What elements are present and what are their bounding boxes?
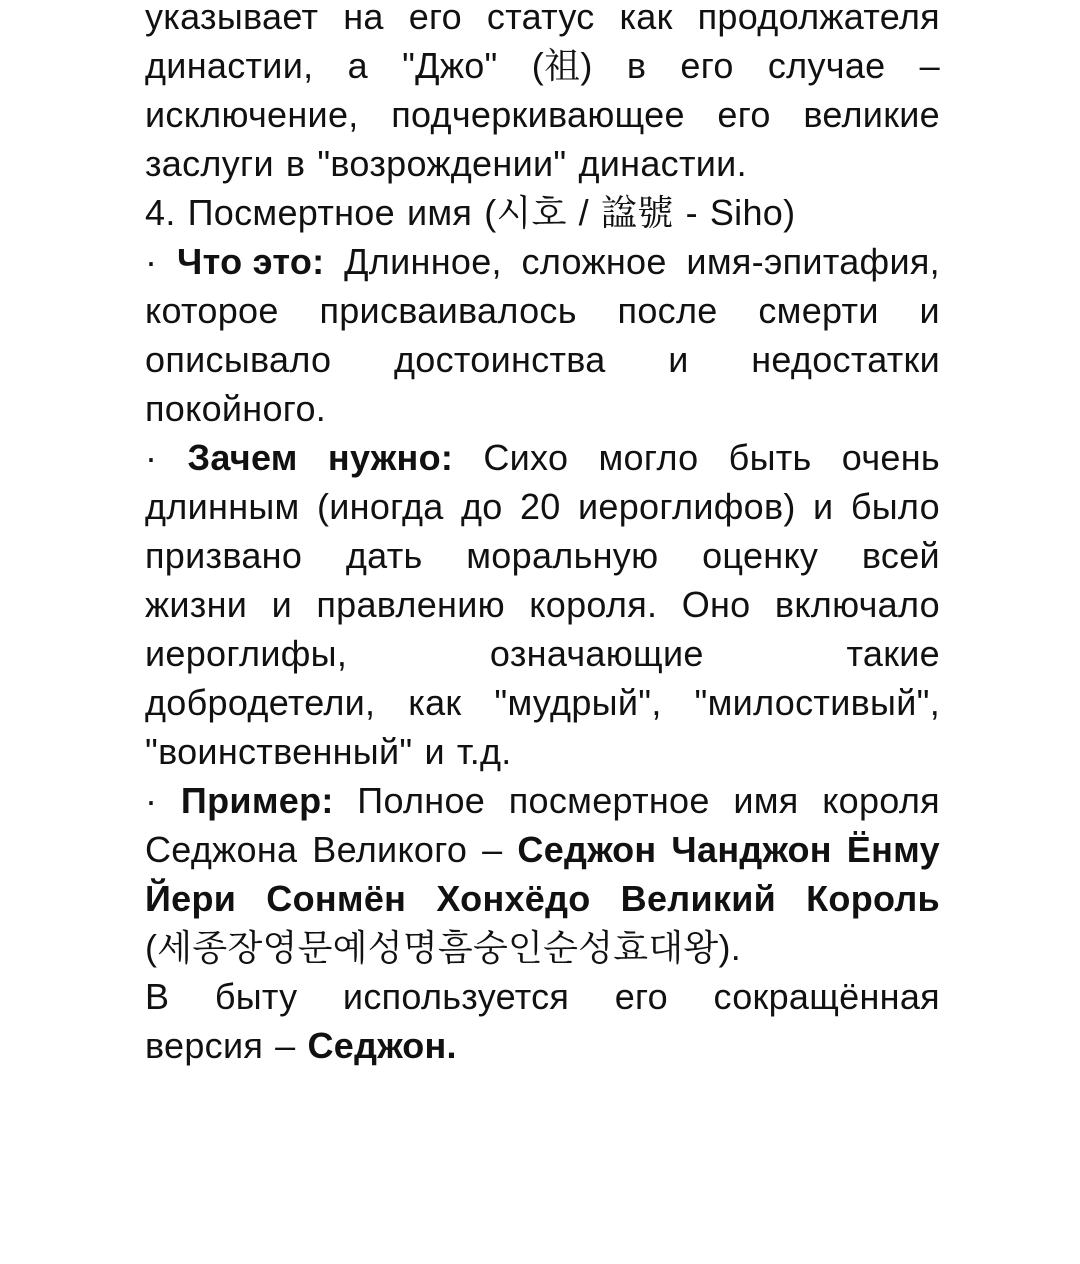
text-line: [145, 41, 940, 90]
word: короля.: [529, 584, 658, 625]
word: иероглифов): [578, 486, 796, 527]
word: короля: [822, 780, 940, 821]
word: Посмертное: [187, 192, 395, 233]
word: а: [347, 45, 368, 86]
word: сложное: [521, 241, 667, 282]
word: (세종장영문예성명흠숭인순성효대왕).: [145, 927, 742, 968]
text-line: [145, 139, 940, 188]
word: правлению: [316, 584, 505, 625]
word: означающие: [489, 633, 704, 674]
word: "милостивый",: [694, 682, 940, 723]
word: династии.: [578, 143, 747, 184]
word: указывает: [145, 0, 319, 37]
word: -: [685, 192, 698, 233]
word: такие: [846, 633, 940, 674]
word: Siho): [709, 192, 796, 233]
text-line: [145, 335, 940, 384]
word: описывало: [145, 339, 332, 380]
word: т.д.: [456, 731, 512, 772]
word: Зачем: [187, 437, 298, 478]
word: до: [460, 486, 503, 527]
word: Седжон: [517, 829, 657, 870]
word: Хонхёдо: [436, 878, 591, 919]
word: (иногда: [316, 486, 444, 527]
word: статус: [486, 0, 595, 37]
word: в: [626, 45, 647, 86]
text-line: [145, 923, 940, 972]
word: на: [343, 0, 384, 37]
word: ·: [145, 437, 158, 478]
word: (시호: [484, 192, 567, 233]
word: Великого: [312, 829, 468, 870]
word: имя: [733, 780, 799, 821]
word: (祖): [531, 45, 593, 86]
word: сокращённая: [713, 976, 940, 1017]
text-line: [145, 776, 940, 825]
word: в: [285, 143, 306, 184]
word: династии,: [145, 45, 314, 86]
word: достоинства: [393, 339, 606, 380]
word: которое: [145, 290, 279, 331]
word: Ёнму: [846, 829, 940, 870]
word: как: [408, 682, 462, 723]
section-heading: [145, 188, 940, 237]
word: Полное: [357, 780, 486, 821]
word: и: [813, 486, 834, 527]
word: –: [275, 1025, 296, 1066]
word: и: [668, 339, 689, 380]
word: –: [482, 829, 503, 870]
word: и: [919, 290, 940, 331]
word: "воинственный": [145, 731, 413, 772]
text-line: [145, 433, 940, 482]
word: включало: [774, 584, 940, 625]
text-line: [145, 237, 940, 286]
word: заслуги: [145, 143, 274, 184]
word: его: [614, 976, 669, 1017]
word: жизни: [145, 584, 248, 625]
word: и: [271, 584, 292, 625]
word: добродетели,: [145, 682, 376, 723]
word: Сихо: [483, 437, 569, 478]
word: /: [578, 192, 589, 233]
word: ·: [145, 780, 158, 821]
word: Йери: [145, 878, 237, 919]
word: продолжателя: [697, 0, 940, 37]
word: Седжона: [145, 829, 298, 870]
text-line: [145, 384, 940, 433]
word: "мудрый",: [494, 682, 662, 723]
word: Длинное,: [344, 241, 502, 282]
word: покойного.: [145, 388, 327, 429]
word: ·: [145, 241, 158, 282]
word: "возрождении": [317, 143, 567, 184]
word: смерти: [758, 290, 879, 331]
word: могло: [598, 437, 699, 478]
word: версия: [145, 1025, 264, 1066]
text-line: [145, 531, 940, 580]
word: В: [145, 976, 170, 1017]
word: 4.: [145, 192, 176, 233]
word: Великий: [620, 878, 777, 919]
word: быть: [728, 437, 812, 478]
word: его: [408, 0, 462, 37]
word: после: [617, 290, 718, 331]
text-line: [145, 286, 940, 335]
word: его: [680, 45, 734, 86]
word: Седжон.: [307, 1025, 457, 1066]
word: длинным: [145, 486, 300, 527]
word: "Джо": [402, 45, 498, 86]
word: призвано: [145, 535, 303, 576]
word: быту: [214, 976, 298, 1017]
word: Оно: [681, 584, 751, 625]
word: 諡號: [600, 192, 674, 233]
text-line: [145, 972, 940, 1021]
word: Сонмён: [266, 878, 407, 919]
word: моральную: [466, 535, 659, 576]
word: оценку: [702, 535, 819, 576]
word: нужно:: [327, 437, 454, 478]
word: всей: [861, 535, 940, 576]
word: Чанджон: [671, 829, 832, 870]
word: 20: [519, 486, 561, 527]
word: посмертное: [508, 780, 710, 821]
word: подчеркивающее: [391, 94, 685, 135]
word: –: [919, 45, 940, 86]
word: недостатки: [751, 339, 940, 380]
text-line: [145, 482, 940, 531]
text-line: [145, 580, 940, 629]
word: используется: [342, 976, 570, 1017]
word: имя-эпитафия,: [686, 241, 940, 282]
document-text: [145, 0, 940, 1070]
text-line: [145, 0, 940, 41]
word: его: [717, 94, 771, 135]
text-line: [145, 629, 940, 678]
text-line: [145, 825, 940, 874]
word: имя: [406, 192, 473, 233]
word: Король: [806, 878, 940, 919]
text-line: [145, 90, 940, 139]
word: случае: [767, 45, 886, 86]
word: было: [850, 486, 940, 527]
word: Пример:: [180, 780, 334, 821]
word: дать: [345, 535, 423, 576]
text-line: [145, 1021, 940, 1070]
word: очень: [841, 437, 940, 478]
text-line: [145, 678, 940, 727]
word: исключение,: [145, 94, 359, 135]
word: как: [619, 0, 673, 37]
text-line: [145, 874, 940, 923]
word: иероглифы,: [145, 633, 348, 674]
word: и: [424, 731, 445, 772]
word: Что это:: [177, 241, 325, 282]
text-line: [145, 727, 940, 776]
word: присваивалось: [319, 290, 577, 331]
word: великие: [803, 94, 940, 135]
